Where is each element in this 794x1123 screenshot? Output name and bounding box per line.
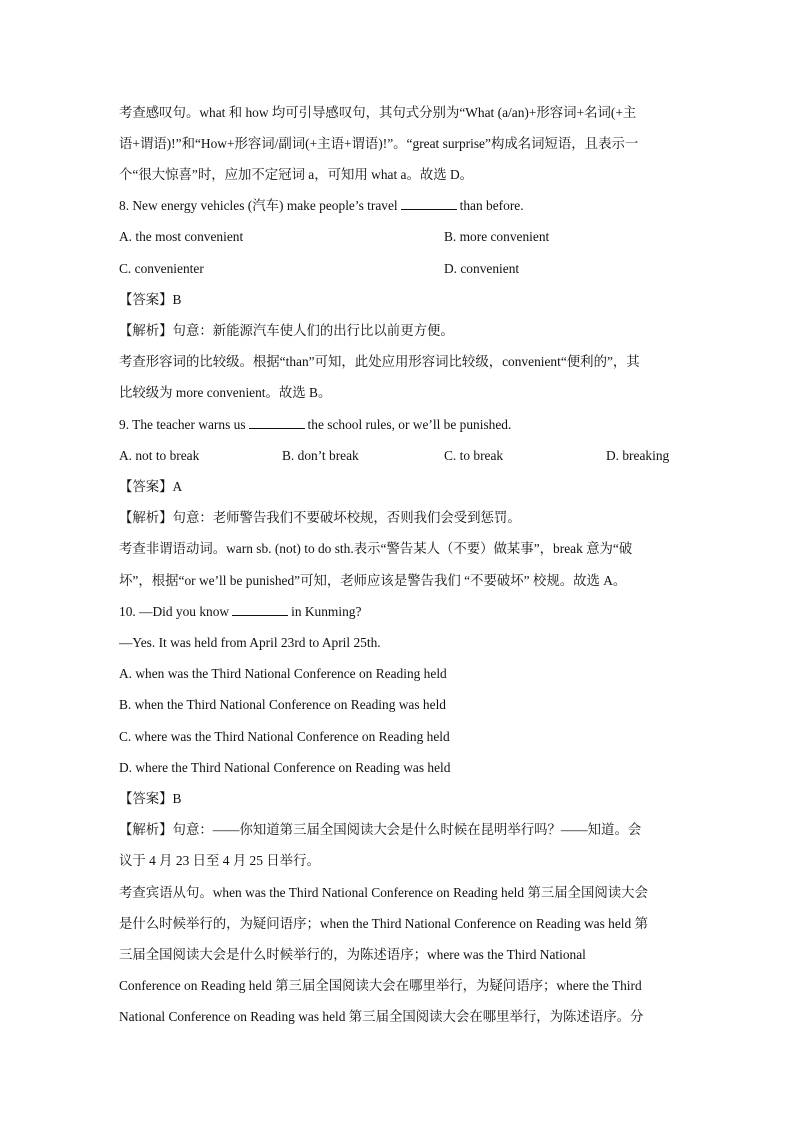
analysis-line: 考查形容词的比较级。根据“than”可知，此处应用形容词比较级，convenient“便利的”，其 bbox=[119, 354, 640, 369]
option-c: C. to break bbox=[444, 448, 504, 463]
stem-text: 9. The teacher warns us bbox=[119, 417, 246, 432]
analysis-line: 考查非谓语动词。warn sb. (not) to do sth.表示“警告某人（不要）做某事”，break 意为“破 bbox=[119, 541, 633, 556]
analysis-line: 【解析】句意：新能源汽车使人们的出行比以前更方便。 bbox=[119, 323, 454, 338]
analysis-line: 是什么时候举行的，为疑问语序；when the Third National Conference on Reading was held 第 bbox=[119, 916, 648, 931]
analysis-line: 坏”，根据“or we’ll be punished”可知，老师应该是警告我们 “不要破坏” 校规。故选 A。 bbox=[119, 573, 627, 588]
analysis-line: 考查宾语从句。when was the Third National Conference on Reading held 第三届全国阅读大会 bbox=[119, 885, 648, 900]
answer-label: 【答案】B bbox=[119, 791, 182, 806]
option-a: A. not to break bbox=[119, 448, 200, 463]
stem-text: than before. bbox=[459, 198, 524, 213]
question-stem bbox=[119, 197, 524, 215]
answer-blank bbox=[232, 603, 288, 616]
text-line: 考查感叹句。what 和 how 均可引导感叹句，其句式分别为“What (a/an)+形容词+名词(+主 bbox=[119, 105, 637, 120]
stem-text: 10. —Did you know bbox=[119, 604, 230, 619]
answer-blank bbox=[401, 197, 457, 210]
analysis-line: 三届全国阅读大会是什么时候举行的，为陈述语序；where was the Third National bbox=[119, 947, 586, 962]
analysis-line: 【解析】句意：老师警告我们不要破坏校规，否则我们会受到惩罚。 bbox=[119, 510, 521, 525]
option-c: C. where was the Third National Conference on Reading held bbox=[119, 729, 450, 744]
question-stem bbox=[119, 416, 511, 434]
stem-text: 8. New energy vehicles (汽车) make people’s travel bbox=[119, 198, 398, 213]
option-b: B. when the Third National Conference on Reading was held bbox=[119, 697, 446, 712]
option-d: D. convenient bbox=[444, 261, 520, 276]
text-line: 个“很大惊喜”时，应加不定冠词 a，可知用 what a。故选 D。 bbox=[119, 167, 474, 182]
option-d: D. breaking bbox=[606, 448, 670, 463]
stem-text: in Kunming? bbox=[291, 604, 362, 619]
option-a: A. when was the Third National Conference on Reading held bbox=[119, 666, 447, 681]
answer-label: 【答案】A bbox=[119, 479, 183, 494]
analysis-line: National Conference on Reading was held 第三届全国阅读大会在哪里举行，为陈述语序。分 bbox=[119, 1009, 644, 1024]
analysis-line: 议于 4 月 23 日至 4 月 25 日举行。 bbox=[119, 853, 320, 868]
option-b: B. don’t break bbox=[282, 448, 359, 463]
answer-label: 【答案】B bbox=[119, 292, 182, 307]
option-b: B. more convenient bbox=[444, 229, 550, 244]
option-c: C. convenienter bbox=[119, 261, 204, 276]
option-d: D. where the Third National Conference on Reading was held bbox=[119, 760, 451, 775]
answer-blank bbox=[249, 416, 305, 429]
stem-text: the school rules, or we’ll be punished. bbox=[307, 417, 512, 432]
analysis-line: 【解析】句意：——你知道第三届全国阅读大会是什么时候在昆明举行吗？——知道。会 bbox=[119, 822, 642, 837]
analysis-line: 比较级为 more convenient。故选 B。 bbox=[119, 385, 332, 400]
option-a: A. the most convenient bbox=[119, 229, 244, 244]
analysis-line: Conference on Reading held 第三届全国阅读大会在哪里举行，为疑问语序；where the Third bbox=[119, 978, 642, 993]
dialogue-reply: —Yes. It was held from April 23rd to April 25th. bbox=[119, 635, 381, 650]
question-stem bbox=[119, 603, 361, 621]
text-line: 语+谓语)!”和“How+形容词/副词(+主语+谓语)!”。“great surprise”构成名词短语，且表示一 bbox=[119, 136, 639, 151]
